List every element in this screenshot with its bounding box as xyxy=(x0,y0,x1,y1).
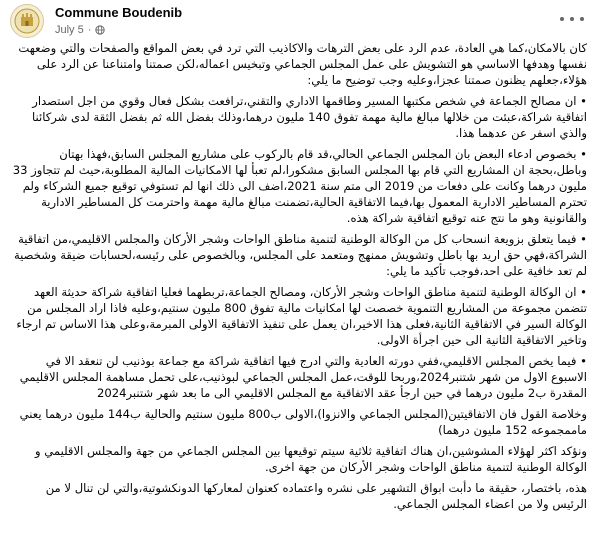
post-paragraph: وخلاصة القول فان الاتفاقيتين(المجلس الجماعي والانزوا)،الاولى ب800 مليون سنتيم والحالية ب144 مليون درهما يعني ماممجموعه 152 مليون درهما) xyxy=(19,407,587,437)
post-paragraph: • ان الوكالة الوطنية لتنمية مناطق الواحات وشجر الأركان، ومصالح الجماعة،تربطهما فعليا اتفاقية شراكة حديثة العهد تتضمن مجموعة من المشاريع التنموية خصصت لها امكانيات مالية تفوق 800 مليون سنتيم،وعليه فاذا اراد المجلس من الوكالة السير في الاتفاقية الثانية،فعلى هذا الاخير،ان يعمل على تنفيذ الاتفاقية الاولى المبرمة،وعلى هذا الاساس تم ارجاء وتاخير الاتفاقية الثانية الى حين اجرأة الاولى. xyxy=(16,285,587,347)
post-meta: July 5 · xyxy=(55,24,105,36)
post-paragraph: كان بالامكان،كما هي العادة، عدم الرد على بعض الترهات والاكاذيب التي ترد في بعض المواقع والصفحات والتي وضعهت نفسها وهدفها الاساسي هو التشويش على عمل المجلس الجماعي وتبخيس اعماله،لكن صمتنا وامتناعنا عن الرد على هؤلاء،جعلهم يظنون صمتنا عجزا،وعليه وجب توضيح ما يلي: xyxy=(18,41,587,87)
post-paragraph: • ان مصالح الجماعة في شخص مكتبها المسير وطاقمها الاداري والتقني،ترافعت بشكل فعال وقوي من اجل استصدار اتفاقية شراكة،عبئت من خلالها مبالغ مالية مهمة تفوق 140 مليون درهما،وذلك بفضل الله ثم بفضل الثقة لدى شركائنا والذي اسفر عن عدهما هذا. xyxy=(31,94,587,140)
globe-icon xyxy=(95,25,105,35)
more-options-icon[interactable] xyxy=(560,10,584,28)
post-date[interactable]: July 5 xyxy=(55,24,84,36)
post-header xyxy=(10,2,590,42)
post-paragraph: هذه، باختصار، حقيقة ما دأبت ابواق التشهير على نشره واعتماده كعنوان لمعاركها الدونكشوتية،والتي لن تنال لا من الرئيس ولا من اعضاء المجلس الجماعي. xyxy=(45,481,587,511)
post-paragraph: • فيما يخص المجلس الاقليمي،ففي دورته العادية والتي ادرج فيها اتفاقية شراكة مع جماعة بوذنيب لن تنعقد الا في الاسبوع الاول من شهر شتنبر2024،وربحا للوقت،عمل المجلس الجماعي لبوذنيب،على تحمل مساهمة المجلس الاقليمي المقدرة ب2 مليون درهما في حين ارجأ عقد الاتفاقية مع المجلس الاقليمي الى ما بعد شهر شتنبر2024 xyxy=(19,354,587,400)
post-paragraph: • بخصوص ادعاء البعض بان المجلس الجماعي الحالي،قد قام بالركوب على مشاريع المجلس السابق،فهذا بهتان وباطل،بحجة ان المشاريع التي قام بها المجلس السابق مشكورا،لم تعبأ لها الامكانيات المالية المطلوبة،حيث لم تتجاوز 33 مليون درهما وكانت على دفعات من 2019 الى متم سنة 2021،اضف الى ذلك انها لم تستوفي توقيع جميع الشركاء ولم تحترم المساطير الادارية المعمول بها،فيما الاتفاقية الحالية،تضمنت مبالغ مالية مهمة واحترمت كل المساطير الادارية والقانونية وهو ما نتج عنه توقيع اتفاقية شراكة هذه. xyxy=(12,147,587,225)
page-avatar[interactable] xyxy=(10,4,44,38)
commune-logo-icon xyxy=(14,8,40,34)
post-body xyxy=(12,40,587,517)
post-author[interactable]: Commune Boudenib xyxy=(55,5,183,20)
post-paragraph: • فيما يتعلق بزويعة انسحاب كل من الوكالة الوطنية لتنمية مناطق الواحات وشجر الأركان والمجلس الاقليمي،من اتفاقية الشراكة،فهي حق اريد بها باطل وتشويش ممنهج ومتعمد على المجلس، وبالخصوص على رئيسه،لحسابات ضيقة وشخصية لم تعد خافية على احد،فوجب تأكيد ما يلي: xyxy=(13,232,587,278)
post-paragraph: ونؤكد اكثر لهؤلاء المشوشين،ان هناك اتفاقية ثلاثية سيتم توقيعها بين المجلس الجماعي من جهة والمجلس الاقليمي و الوكالة الوطنية لتنمية مناطق الواحات وشجر الأركان من جهة اخرى. xyxy=(34,444,587,474)
